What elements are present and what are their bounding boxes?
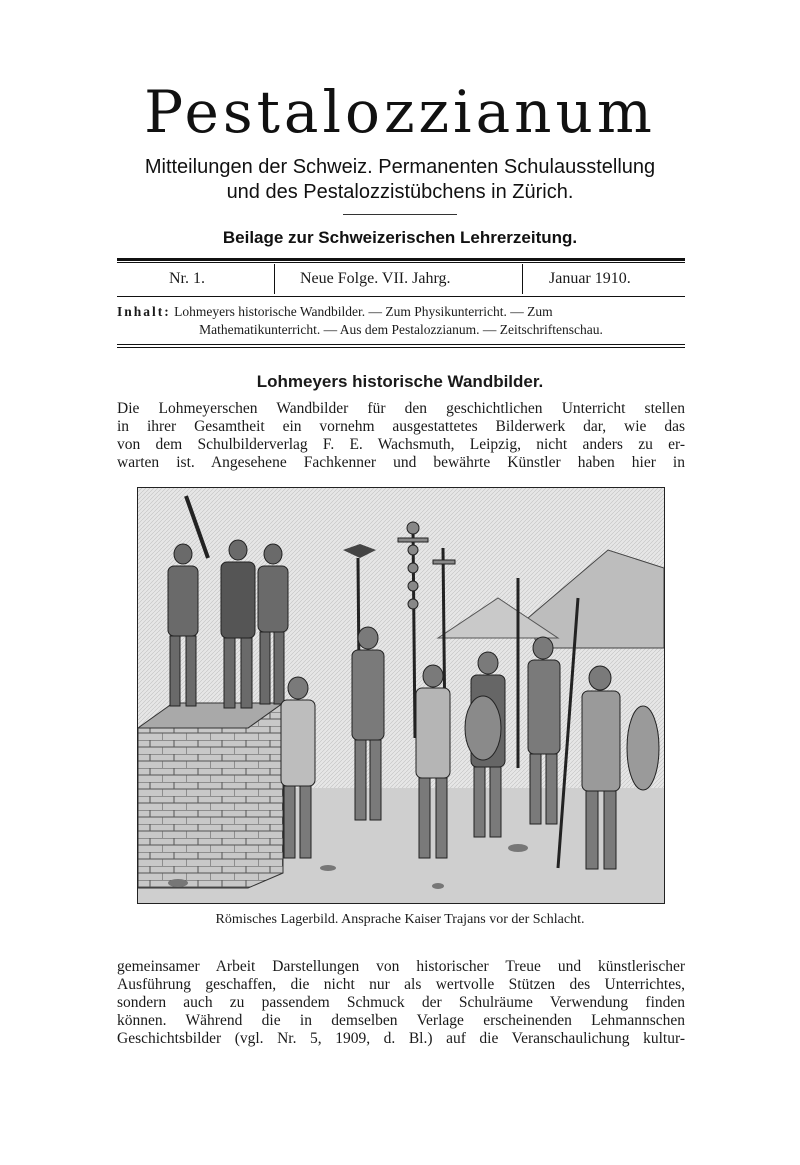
text-line: Die Lohmeyerschen Wandbilder für den geschichtlichen Unterricht stellen xyxy=(117,400,685,417)
issue-info-row xyxy=(117,264,685,294)
contents-label: Inhalt: xyxy=(117,304,171,319)
text-line: warten ist. Angesehene Fachkenner und bewährte Künstler haben hier in xyxy=(117,454,685,471)
header-rule-top xyxy=(117,258,685,261)
text-line: Ausführung geschaffen, die nicht nur als wertvolle Stützen des Unterrichtes, xyxy=(117,976,685,993)
article-title: Lohmeyers historische Wandbilder. xyxy=(256,372,544,391)
text-line: in ihrer Gesamtheit ein vornehm ausgestattetes Bilderwerk dar, wie das xyxy=(117,418,685,435)
text-line: können. Während die in demselben Verlage erscheinenden Lehmannschen xyxy=(117,1012,685,1029)
article-paragraph-1 xyxy=(117,400,685,472)
header-rule-bottom-2 xyxy=(117,347,685,348)
masthead-divider xyxy=(343,214,457,215)
header-rule-bottom xyxy=(117,344,685,345)
masthead-subtitle-line1: Mitteilungen der Schweiz. Permanenten Schulausstellung xyxy=(144,156,656,178)
header-rule-mid xyxy=(117,296,685,297)
issue-date: Januar 1910. xyxy=(549,270,631,287)
issue-number: Nr. 1. xyxy=(169,270,205,287)
supplement-line: Beilage zur Schweizerischen Lehrerzeitung. xyxy=(222,228,578,247)
figure-caption: Römisches Lagerbild. Ansprache Kaiser Trajans vor der Schlacht. xyxy=(215,912,585,927)
text-line: von dem Schulbilderverlag F. E. Wachsmuth, Leipzig, nicht anders zu er- xyxy=(117,436,685,453)
masthead-title: Pestalozzianum xyxy=(144,78,656,146)
roman-camp-engraving xyxy=(138,488,664,903)
contents-line2: Mathematikunterricht. — Aus dem Pestalozzianum. — Zeitschriftenschau. xyxy=(199,322,603,337)
text-line: sondern auch zu passendem Schmuck der Schulräume Verwendung finden xyxy=(117,994,685,1011)
issue-separator xyxy=(522,264,523,294)
article-paragraph-2 xyxy=(117,958,685,1048)
table-of-contents xyxy=(117,303,685,339)
engraving-illustration xyxy=(137,487,665,904)
masthead-subtitle-line2: und des Pestalozzistübchens in Zürich. xyxy=(226,181,574,203)
text-line: Geschichtsbilder (vgl. Nr. 5, 1909, d. Bl.) auf die Veranschaulichung kultur- xyxy=(117,1030,685,1047)
issue-series: Neue Folge. VII. Jahrg. xyxy=(300,270,451,287)
header-rule-top-thin xyxy=(117,262,685,263)
text-line: gemeinsamer Arbeit Darstellungen von historischer Treue und künstlerischer xyxy=(117,958,685,975)
issue-separator xyxy=(274,264,275,294)
contents-line1: Lohmeyers historische Wandbilder. — Zum Physikunterricht. — Zum xyxy=(174,304,553,319)
